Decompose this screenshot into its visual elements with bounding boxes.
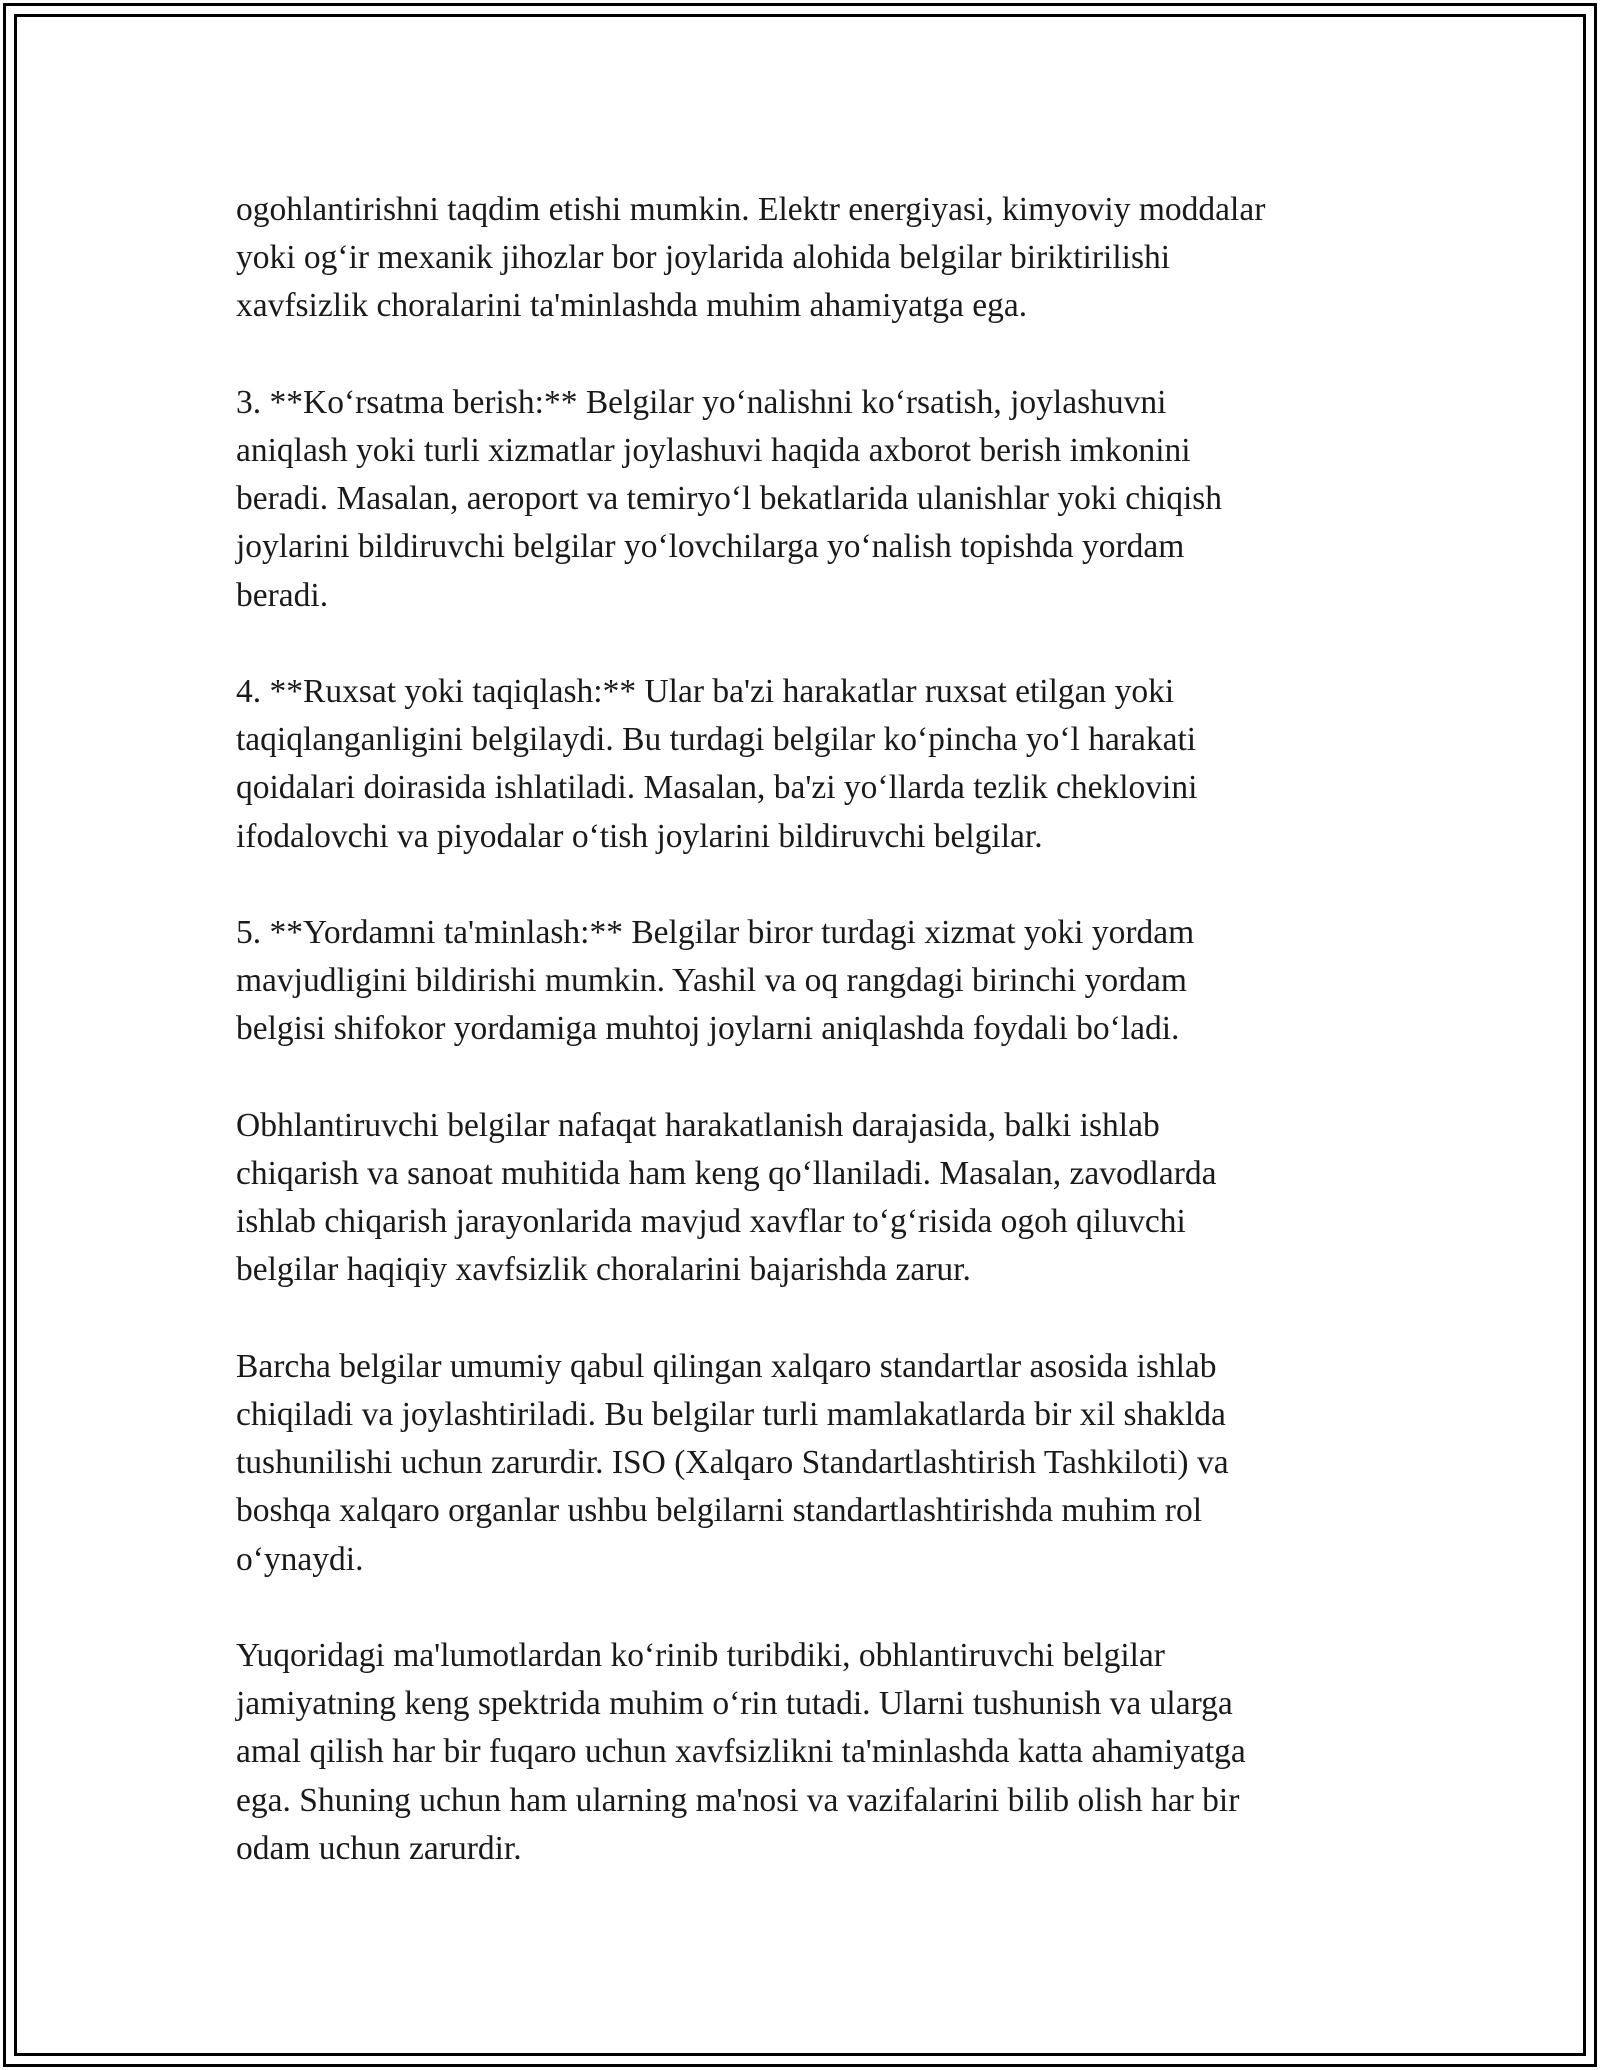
paragraph-intro-continuation: ogohlantirishni taqdim etishi mumkin. Elektr energiyasi, kimyoviy moddalar yoki og‘ir mexanik jihozlar bor joylarida alohida belgilar biriktirilishi xavfsizlik choralarini ta'minlashda muhim ahamiyatga ega. (236, 191, 1266, 325)
paragraph-industrial-use: Obhlantiruvchi belgilar nafaqat harakatlanish darajasida, balki ishlab chiqarish va sanoat muhitida ham keng qo‘llaniladi. Masalan, zavodlarda ishlab chiqarish jarayonlarida mavjud xavflar to‘g‘risida ogoh qiluvchi belgilar haqiqiy xavfsizlik choralarini bajarishda zarur. (236, 1106, 1217, 1289)
document-body (236, 186, 1416, 1873)
paragraph-conclusion: Yuqoridagi ma'lumotlardan ko‘rinib turibdiki, obhlantiruvchi belgilar jamiyatning keng spektrida muhim o‘rin tutadi. Ularni tushunish va ularga amal qilish har bir fuqaro uchun xavfsizlikni ta'minlashda katta ahamiyatga ega. Shuning uchun ham ularning ma'nosi va vazifalarini bilib olish har bir odam uchun zarurdir. (236, 1637, 1246, 1867)
paragraph-item-5-assistance: 5. **Yordamni ta'minlash:** Belgilar biror turdagi xizmat yoki yordam mavjudligini bildirishi mumkin. Yashil va oq rangdagi birinchi yordam belgisi shifokor yordamiga muhtoj joylarni aniqlashda foydali bo‘ladi. (236, 914, 1195, 1048)
paragraph-international-standards: Barcha belgilar umumiy qabul qilingan xalqaro standartlar asosida ishlab chiqiladi va joylashtiriladi. Bu belgilar turli mamlakatlarda bir xil shaklda tushunilishi uchun zarurdir. ISO (Xalqaro Standartlashtirish Tashkiloti) va boshqa xalqaro organlar ushbu belgilarni standartlashtirishda muhim rol o‘ynaydi. (236, 1347, 1229, 1578)
paragraph-item-4-permission: 4. **Ruxsat yoki taqiqlash:** Ular ba'zi harakatlar ruxsat etilgan yoki taqiqlanganligini belgilaydi. Bu turdagi belgilar ko‘pincha yo‘l harakati qoidalari doirasida ishlatiladi. Masalan, ba'zi yo‘llarda tezlik cheklovini ifodalovchi va piyodalar o‘tish joylarini bildiruvchi belgilar. (236, 673, 1198, 855)
paragraph-item-3-instruction: 3. **Ko‘rsatma berish:** Belgilar yo‘nalishni ko‘rsatish, joylashuvni aniqlash yoki turli xizmatlar joylashuvi haqida axborot berish imkonini beradi. Masalan, aeroport va temiryo‘l bekatlarida ulanishlar yoki chiqish joylarini bildiruvchi belgilar yo‘lovchilarga yo‘nalish topishda yordam beradi. (236, 383, 1223, 614)
